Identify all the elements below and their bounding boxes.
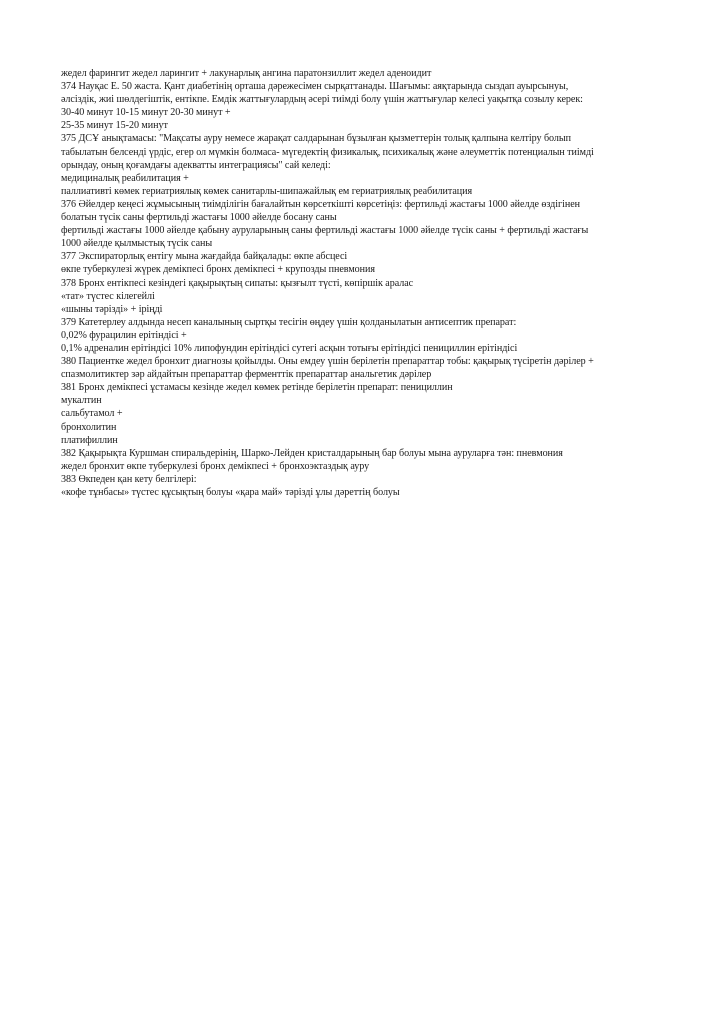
- answer-line: паллиативті көмек гериатриялық көмек санитарлы-шипажайлық ем гериатриялық реабилитация: [61, 185, 473, 197]
- answer-line: 0,1% адреналин ерітіндісі 10% липофундин ерітіндісі сутегі асқын тотығы ерітіндісі пенициллин ерітіндісі: [61, 342, 518, 354]
- answer-line: платифиллин: [61, 434, 118, 446]
- question-382-line: 382 Қақырықта Куршман спиральдерінің, Шарко-Лейден кристалдарының бар болуы мына ауруларға тән: пневмония: [61, 447, 563, 459]
- text-line: орындау, оның қоғамдағы адекватты интеграциясы" сай келеді:: [61, 159, 331, 171]
- question-379-line: 379 Катетерлеу алдында несеп каналының сыртқы тесігін өңдеу үшін қолданылатын антисептик препарат:: [61, 316, 517, 328]
- text-line: жедел фарингит жедел ларингит + лакунарлық ангина паратонзиллит жедел аденоидит: [61, 68, 432, 79]
- answer-line: 0,02% фурацилин ерітіндісі +: [61, 329, 187, 341]
- answer-line: 30-40 минут 10-15 минут 20-30 минут +: [61, 107, 231, 119]
- answer-line: сальбутамол +: [61, 408, 123, 420]
- question-377-line: 377 Экспираторлық ентігу мына жағдайда байқалады: өкпе абсцесі: [61, 251, 348, 263]
- answer-line: 1000 әйелде қылмыстық түсік саны: [61, 238, 213, 250]
- answer-line: «тат» түстес кілегейлі: [61, 290, 155, 302]
- answer-line: «кофе тұнбасы» түстес құсықтың болуы «қара май» тәрізді ұлы дәреттің болуы: [61, 487, 400, 498]
- answer-line: «шыны тәрізді» + іріңді: [61, 303, 163, 315]
- question-380-line: 380 Пациентке жедел бронхит диагнозы қойылды. Оны емдеу үшін берілетін препараттар тобы: қақырық түсіретін дәрілер +: [61, 356, 594, 368]
- answer-line: фертильді жастағы 1000 әйелде қабыну ауруларының саны фертильді жастағы 1000 әйелде түсік саны + фертильді жастағы: [61, 225, 589, 237]
- question-376-line: 376 Әйелдер кеңесі жұмысының тиімділігін бағалайтын көрсеткішті көрсетіңіз: фертильді жастағы 1000 әйелде өздігінен: [61, 198, 581, 210]
- question-374-line: 374 Науқас Е. 50 жаста. Қант диабетінің орташа дәрежесімен сырқаттанады. Шағымы: аяқтарында сыздап ауырсынуы,: [61, 81, 569, 93]
- answer-line: өкпе туберкулезі жүрек демікпесі бронх демікпесі + крупозды пневмония: [61, 264, 375, 276]
- question-375-line: 375 ДСҰ анықтамасы: "Мақсаты ауру немесе жарақат салдарынан бұзылған қызметтерін толық қалпына келтіру болып: [61, 133, 571, 145]
- answer-line: спазмолитиктер зәр айдайтын препараттар ферменттік препараттар анальгетик дәрілер: [61, 369, 432, 381]
- text-line: әлсіздік, жиі шөлдегіштік, ентікпе. Емдік жаттығулардың әсері тиімді болу үшін жаттығулар келесі уақытқа созылу керек:: [61, 94, 583, 106]
- text-line: табылатын белсенді үрдіс, егер ол мүмкін болмаса- мүгедектің физикалық, психикалық және әлеуметтік потенциалын тиімді: [61, 146, 594, 158]
- answer-line: мукалтин: [61, 395, 102, 407]
- answer-line: жедел бронхит өкпе туберкулезі бронх демікпесі + бронхоэктаздық ауру: [61, 460, 370, 472]
- answer-line: бронхолитин: [61, 421, 117, 433]
- text-line: болатын түсік саны фертильді жастағы 1000 әйелде босану саны: [61, 212, 337, 224]
- question-381-line: 381 Бронх демікпесі ұстамасы кезінде жедел көмек ретінде берілетін препарат: пенициллин: [61, 382, 453, 394]
- answer-line: медициналық реабилитация +: [61, 172, 189, 184]
- question-378-line: 378 Бронх ентікпесі кезіндегі қақырықтың сипаты: қызғылт түсті, көпіршік аралас: [61, 277, 414, 289]
- answer-line: 25-35 минут 15-20 минут: [61, 120, 168, 132]
- question-383-line: 383 Өкпеден қан кету белгілері:: [61, 473, 197, 485]
